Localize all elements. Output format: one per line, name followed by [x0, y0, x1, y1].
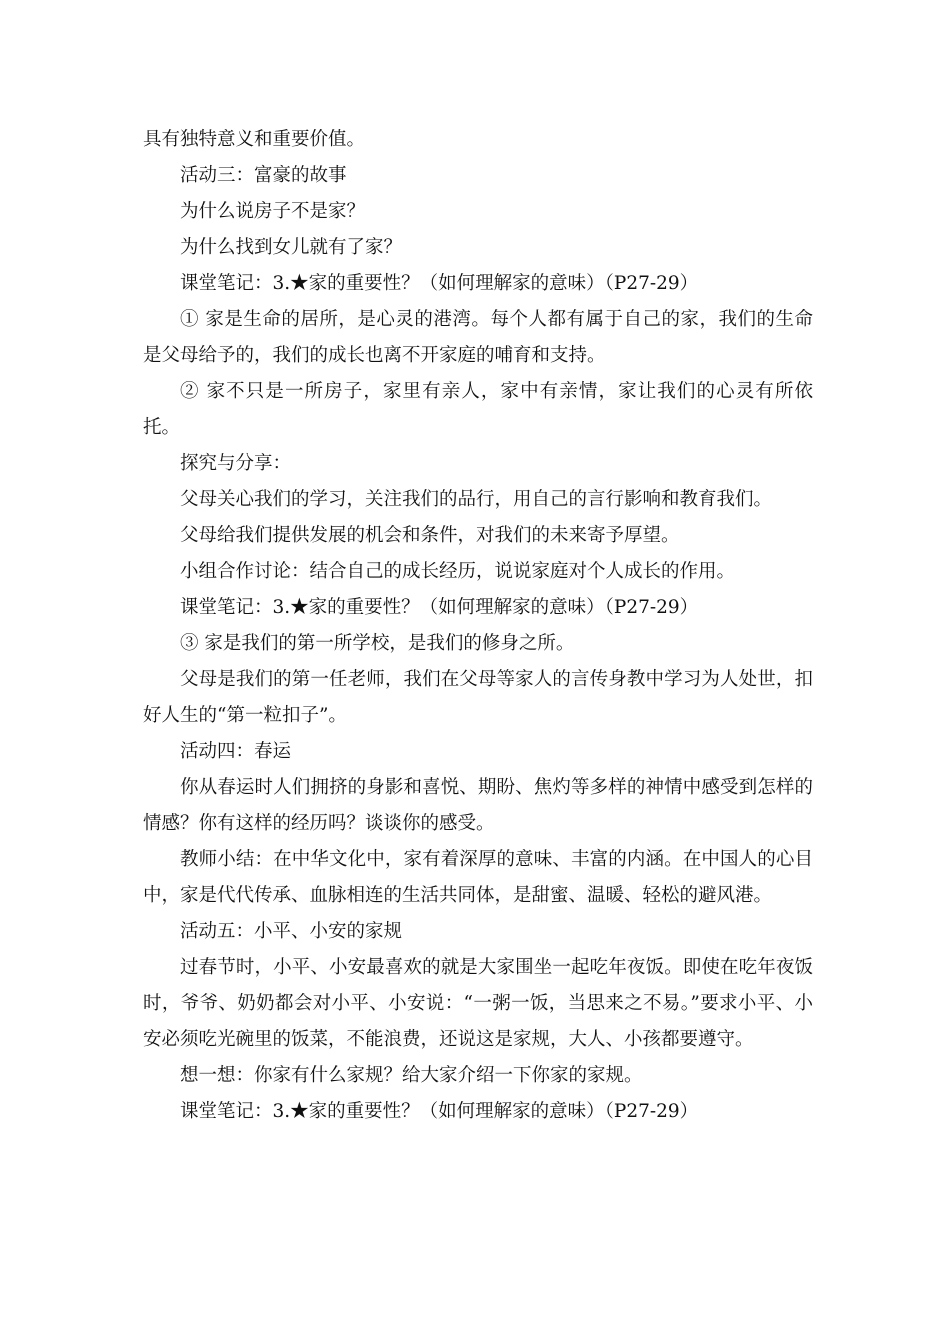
parents-first-teacher-paragraph: 父母是我们的第一任老师，我们在父母等家人的言传身教中学习为人处世，扣好人生的“第一粒扣子”。 — [143, 669, 813, 726]
paragraph-continuation: 具有独特意义和重要价值。 — [143, 129, 366, 150]
class-note-heading: 课堂笔记：3.★家的重要性？（如何理解家的意味）（P27-29） — [180, 1101, 699, 1122]
note-point-2: ② 家不只是一所房子，家里有亲人，家中有亲情，家让我们的心灵有所依托。 — [143, 381, 813, 438]
note-point-3: ③ 家是我们的第一所学校，是我们的修身之所。 — [180, 633, 575, 654]
question-house-not-home: 为什么说房子不是家？ — [180, 201, 366, 222]
activity-3-heading: 活动三：富豪的故事 — [180, 165, 347, 186]
parents-provide-paragraph: 父母给我们提供发展的机会和条件，对我们的未来寄予厚望。 — [180, 525, 680, 546]
group-discussion-paragraph: 小组合作讨论：结合自己的成长经历，说说家庭对个人成长的作用。 — [180, 561, 736, 582]
activity-4-heading: 活动四：春运 — [180, 741, 292, 762]
family-rules-story: 过春节时，小平、小安最喜欢的就是大家围坐一起吃年夜饭。即使在吃年夜饭时，爷爷、奶奶都会对小平、小安说：“一粥一饭，当思来之不易。”要求小平、小安必须吃光碗里的饭菜，不能浪费，还说这是家规，大人、小孩都要遵守。 — [143, 957, 813, 1050]
note-point-1: ① 家是生命的居所，是心灵的港湾。每个人都有属于自己的家，我们的生命是父母给予的，我们的成长也离不开家庭的哺育和支持。 — [143, 309, 813, 366]
parents-care-paragraph: 父母关心我们的学习，关注我们的品行，用自己的言行影响和教育我们。 — [180, 489, 773, 510]
think-question: 想一想：你家有什么家规？给大家介绍一下你家的家规。 — [180, 1065, 643, 1086]
explore-share-heading: 探究与分享： — [180, 453, 292, 474]
class-note-heading: 课堂笔记：3.★家的重要性？（如何理解家的意味）（P27-29） — [180, 273, 699, 294]
spring-travel-question: 你从春运时人们拥挤的身影和喜悦、期盼、焦灼等多样的神情中感受到怎样的情感？你有这样的经历吗？谈谈你的感受。 — [143, 777, 813, 834]
body-text — [143, 122, 813, 1130]
question-daughter-home: 为什么找到女儿就有了家？ — [180, 237, 403, 258]
activity-5-heading: 活动五：小平、小安的家规 — [180, 921, 403, 942]
teacher-summary-paragraph: 教师小结：在中华文化中，家有着深厚的意味、丰富的内涵。在中国人的心目中，家是代代传承、血脉相连的生活共同体，是甜蜜、温暖、轻松的避风港。 — [143, 849, 813, 906]
class-note-heading: 课堂笔记：3.★家的重要性？（如何理解家的意味）（P27-29） — [180, 597, 699, 618]
